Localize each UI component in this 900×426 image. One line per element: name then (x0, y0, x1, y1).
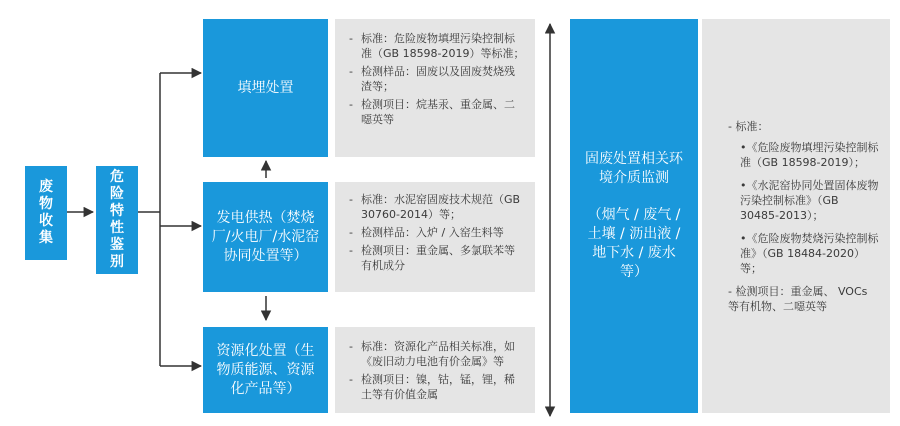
resource-title: 资源化处置（生物质能源、资源化产品等） (216, 342, 315, 397)
standards-label: - 标准： (728, 120, 769, 133)
hazard-identification-char: 性 (110, 220, 124, 236)
resource-items: - 检测项目：镍，钴，锰，锂，稀土等有价值金属 (349, 372, 525, 402)
landfill-standard: - 标准：危险废物填埋污染控制标准（GB 18598-2019）等标准； (349, 31, 525, 61)
landfill-title: 填埋处置 (237, 79, 294, 96)
hazard-identification-char: 鉴 (110, 237, 124, 253)
power-heating-box (203, 182, 328, 292)
power-standard: - 标准：水泥窑固废技术规范（GB 30760-2014）等； (349, 192, 525, 222)
hazard-identification-char: 别 (110, 254, 124, 270)
monitoring-items: - 检测项目：重金属、 VOCs 等有机物、二噁英等 (728, 285, 868, 313)
landfill-items: - 检测项目：烷基汞、重金属、二噁英等 (349, 97, 525, 127)
landfill-details (335, 19, 535, 157)
waste-collection-char: 物 (39, 196, 53, 212)
landfill-sample: - 检测样品：固废以及固废焚烧残渣等； (349, 64, 525, 94)
monitoring-standards-panel (702, 19, 890, 413)
env-monitoring-title: 固废处置相关环境介质监测 (585, 151, 683, 186)
waste-collection-label (39, 179, 53, 247)
hazard-identification-char: 危 (110, 169, 124, 185)
waste-collection-char: 废 (39, 179, 53, 195)
resource-standard: - 标准：资源化产品相关标准，如《废旧动力电池有价金属》等 (349, 339, 525, 369)
env-monitoring-box (570, 19, 698, 413)
resource-details (335, 327, 535, 413)
hazard-identification-box (96, 166, 138, 274)
power-sample: - 检测样品：入炉 / 入窑生料等 (349, 225, 525, 240)
waste-collection-char: 收 (39, 213, 53, 229)
waste-collection-box (25, 166, 67, 260)
power-heating-details (335, 182, 535, 292)
standard-landfill: • 《危险废物填埋污染控制标准（GB 18598-2019）； (730, 140, 880, 170)
standard-incineration: • 《危险废物焚烧污染控制标准》（GB 18484-2020）等； (730, 231, 880, 276)
resource-box (203, 327, 328, 413)
power-items: - 检测项目：重金属、多氯联苯等有机成分 (349, 243, 525, 273)
power-heating-title: 发电供热（焚烧厂/火电厂/水泥窑协同处置等） (211, 209, 320, 264)
env-monitoring-media: （烟气 / 废气 / 土壤 / 沥出液 / 地下水 / 废水等） (587, 207, 681, 280)
hazard-identification-label (110, 169, 124, 271)
hazard-identification-char: 险 (110, 186, 124, 202)
waste-collection-char: 集 (39, 230, 53, 246)
landfill-box (203, 19, 328, 157)
standard-cement-kiln: • 《水泥窑协同处置固体废物污染控制标准》（GB 30485-2013）； (730, 178, 880, 223)
hazard-identification-char: 特 (110, 203, 124, 219)
